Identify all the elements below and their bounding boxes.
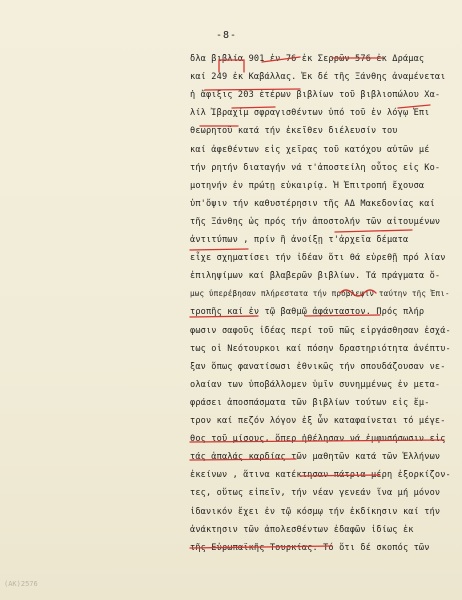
page-number: -8- (216, 30, 238, 41)
annotation-underline-8 (305, 315, 380, 316)
text-line: ξαν ὅπως φανατίσωσι ἐθνικῶς τήν σπουδάζουσαν νε- (190, 361, 446, 372)
text-line: καί ἀφεθέντων εἰς χεῖρας τοῦ κατόχου αὐτῶν μέ (190, 144, 430, 155)
text-line: μοτηνήν ἐν πρώτῃ εὐκαιρίᾳ. Ἡ Ἐπιτροπή ἔχουσα (190, 180, 425, 191)
text-line: τήν ρητήν διαταγήν νά τ'ἀποστείλη οὗτος εἰς Κο- (190, 162, 441, 173)
text-line: φράσει ἀποσπάσματα τῶν βιβλίων τούτων εἰς ἕμ- (190, 397, 430, 408)
text-line: τῆς Ξάνθης ὡς πρός τήν ἀποστολήν τῶν αἰτουμένων (190, 216, 441, 227)
text-line: τες, οὕτως εἰπεῖν, τήν νέαν γενεάν ἵνα μή μόνον (190, 488, 441, 499)
text-line: τῆς Εὐρωπαϊκῆς Τουρκίας. Τό ὅτι δέ σκοπός τῶν (190, 542, 430, 553)
annotation-box-901 (219, 60, 244, 72)
text-line: τρον καί πεζόν λόγον ἐξ ὧν καταφαίνεται τό μέγε- (190, 416, 446, 426)
annotation-underline-10 (190, 459, 296, 460)
annotation-underline-6 (190, 249, 248, 250)
text-line: λίλ Ἰβραχίμ σφραγισθέντων ὑπό τοῦ ἐν λόγῳ Ἐπι (190, 108, 430, 119)
text-line: ὑπ'ὄψιν τήν καθυστέρησιν τῆς ΑΔ Μακεδονίας καί (190, 198, 435, 209)
text-line: δλα βιβλία 901 ἐν 76 ἐκ Σερρῶν 576 ἐκ Δράμας (190, 54, 425, 64)
text-line: φωσιν σαφοῦς ἰδέας περί τοῦ πῶς εἰργάσθησαν ἐσχά- (190, 325, 451, 336)
annotation-underline-11 (300, 475, 380, 476)
text-line: θεωρητοῦ κατά τήν ἐκεῖθεν διέλευσίν του (190, 126, 398, 137)
annotation-underline-7 (190, 316, 258, 317)
text-line: θος τοῦ μίσους, ὅπερ ἠθέλησαν νά ἐμφυσήσωσιν εἰς (190, 434, 446, 445)
annotation-underline-9 (190, 440, 444, 442)
archive-stamp: (ΑΚ)2576 (4, 580, 38, 588)
text-line: ἐκείνων , ἅτινα κατέκτησαν πάτρια μέρη ἐξορκίζον- (190, 470, 451, 481)
annotation-underline-12 (190, 546, 332, 548)
text-line: ολαίαν των ὑποβάλλομεν ὑμῖν συνημμένως ἐν μετα- (190, 379, 441, 390)
annotation-wavy (340, 290, 376, 296)
text-line: ἡ ἄφιξις 203 ἑτέρων βιβλίων τοῦ βιβλιοπώλου Χα- (190, 90, 441, 101)
text-line: τως οἱ Νεότουρκοι καί πόσην δραστηριότητα ἀνέπτυ- (190, 343, 451, 354)
annotation-underline-2 (205, 89, 300, 90)
text-line: καί 249 ἐκ Καβάλλας. Ἐκ δέ τῆς Ξάνθης ἀναμένεται (190, 72, 446, 83)
text-line: μως ὑπερέβησαν πλήρεστατα τήν πρόβλεψιν ταύτην τῆς Ἐπι- (190, 289, 450, 299)
text-line: τροπῆς καί ἐν τῷ βαθμῷ ἀφάνταστον. Πρός πλήρ (190, 307, 425, 318)
text-line: εἶχε σχηματίσει τήν ἰδέαν ὅτι θά εὑρεθῇ πρό λίαν (190, 253, 446, 264)
text-line: ἐπιληψίμων καί βλαβερῶν βιβλίων. Τά πράγματα ὅ- (190, 271, 441, 282)
annotation-underline-3 (232, 105, 430, 108)
text-line: ἰδανικόν ἔχει ἐν τῷ κόσμῳ τήν ἐκδίκησιν καί τήν (190, 506, 441, 517)
text-line: ἀντιτύπων , πρίν ἢ ἀνοίξῃ τ'ἀρχεῖα δέματα (190, 235, 409, 245)
annotation-underline-1 (262, 57, 382, 62)
text-line: τάς ἁπαλάς καρδίας τῶν μαθητῶν κατά τῶν Ἑλλήνων (190, 452, 441, 463)
annotation-underline-5 (335, 230, 412, 232)
text-line: ἀνάκτησιν τῶν ἀπολεσθέντων ἐδαφῶν ἰδίως ἐκ (190, 524, 414, 535)
